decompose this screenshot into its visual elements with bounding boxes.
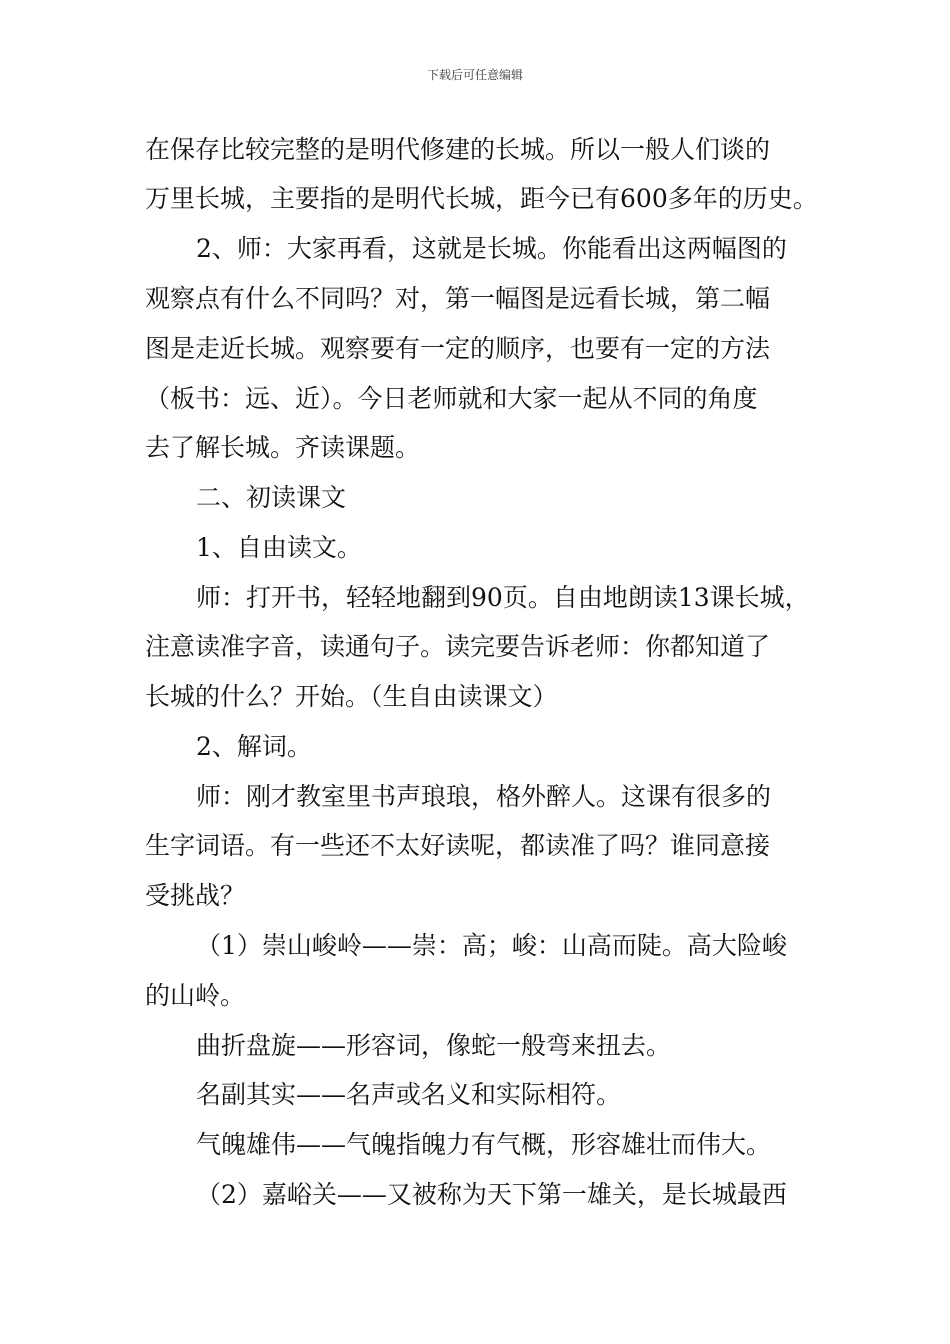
text-line: 2、师：大家再看，这就是长城。你能看出这两幅图的 xyxy=(196,234,787,263)
text-line: 受挑战？ xyxy=(145,881,246,910)
text-line: 名副其实——名声或名义和实际相符。 xyxy=(196,1080,622,1109)
text-line: （1）崇山峻岭——崇：高；峻：山高而陡。高大险峻 xyxy=(196,931,787,960)
text-line: 生字词语。有一些还不太好读呢，都读准了吗？谁同意接 xyxy=(145,831,771,860)
subsection-heading: 1、自由读文。 xyxy=(196,533,362,562)
text-line: 师：刚才教室里书声琅琅，格外醉人。这课有很多的 xyxy=(196,782,772,811)
text-line: 观察点有什么不同吗？对，第一幅图是远看长城，第二幅 xyxy=(145,284,771,313)
text-line: （板书：远、近）。今日老师就和大家一起从不同的角度 xyxy=(145,384,758,413)
text-line: 在保存比较完整的是明代修建的长城。所以一般人们谈的 xyxy=(145,135,771,164)
text-line: 图是走近长城。观察要有一定的顺序，也要有一定的方法 xyxy=(145,334,771,363)
text-line: （2）嘉峪关——又被称为天下第一雄关，是长城最西 xyxy=(196,1180,787,1209)
text-line: 气魄雄伟——气魄指魄力有气概，形容雄壮而伟大。 xyxy=(196,1130,772,1159)
text-line: 万里长城，主要指的是明代长城，距今已有600多年的历史。 xyxy=(145,184,818,213)
page-header: 下载后可任意编辑 xyxy=(426,68,523,82)
text-line: 去了解长城。齐读课题。 xyxy=(145,433,421,462)
text-line: 长城的什么？开始。（生自由读课文） xyxy=(145,682,558,711)
subsection-heading: 2、解词。 xyxy=(196,732,312,761)
text-line: 注意读准字音，读通句子。读完要告诉老师：你都知道了 xyxy=(145,632,771,661)
text-line: 师：打开书，轻轻地翻到90页。自由地朗读13课长城， xyxy=(196,583,810,612)
text-line: 的山岭。 xyxy=(145,981,246,1010)
section-heading: 二、初读课文 xyxy=(196,483,347,512)
text-line: 曲折盘旋——形容词，像蛇一般弯来扭去。 xyxy=(196,1031,672,1060)
